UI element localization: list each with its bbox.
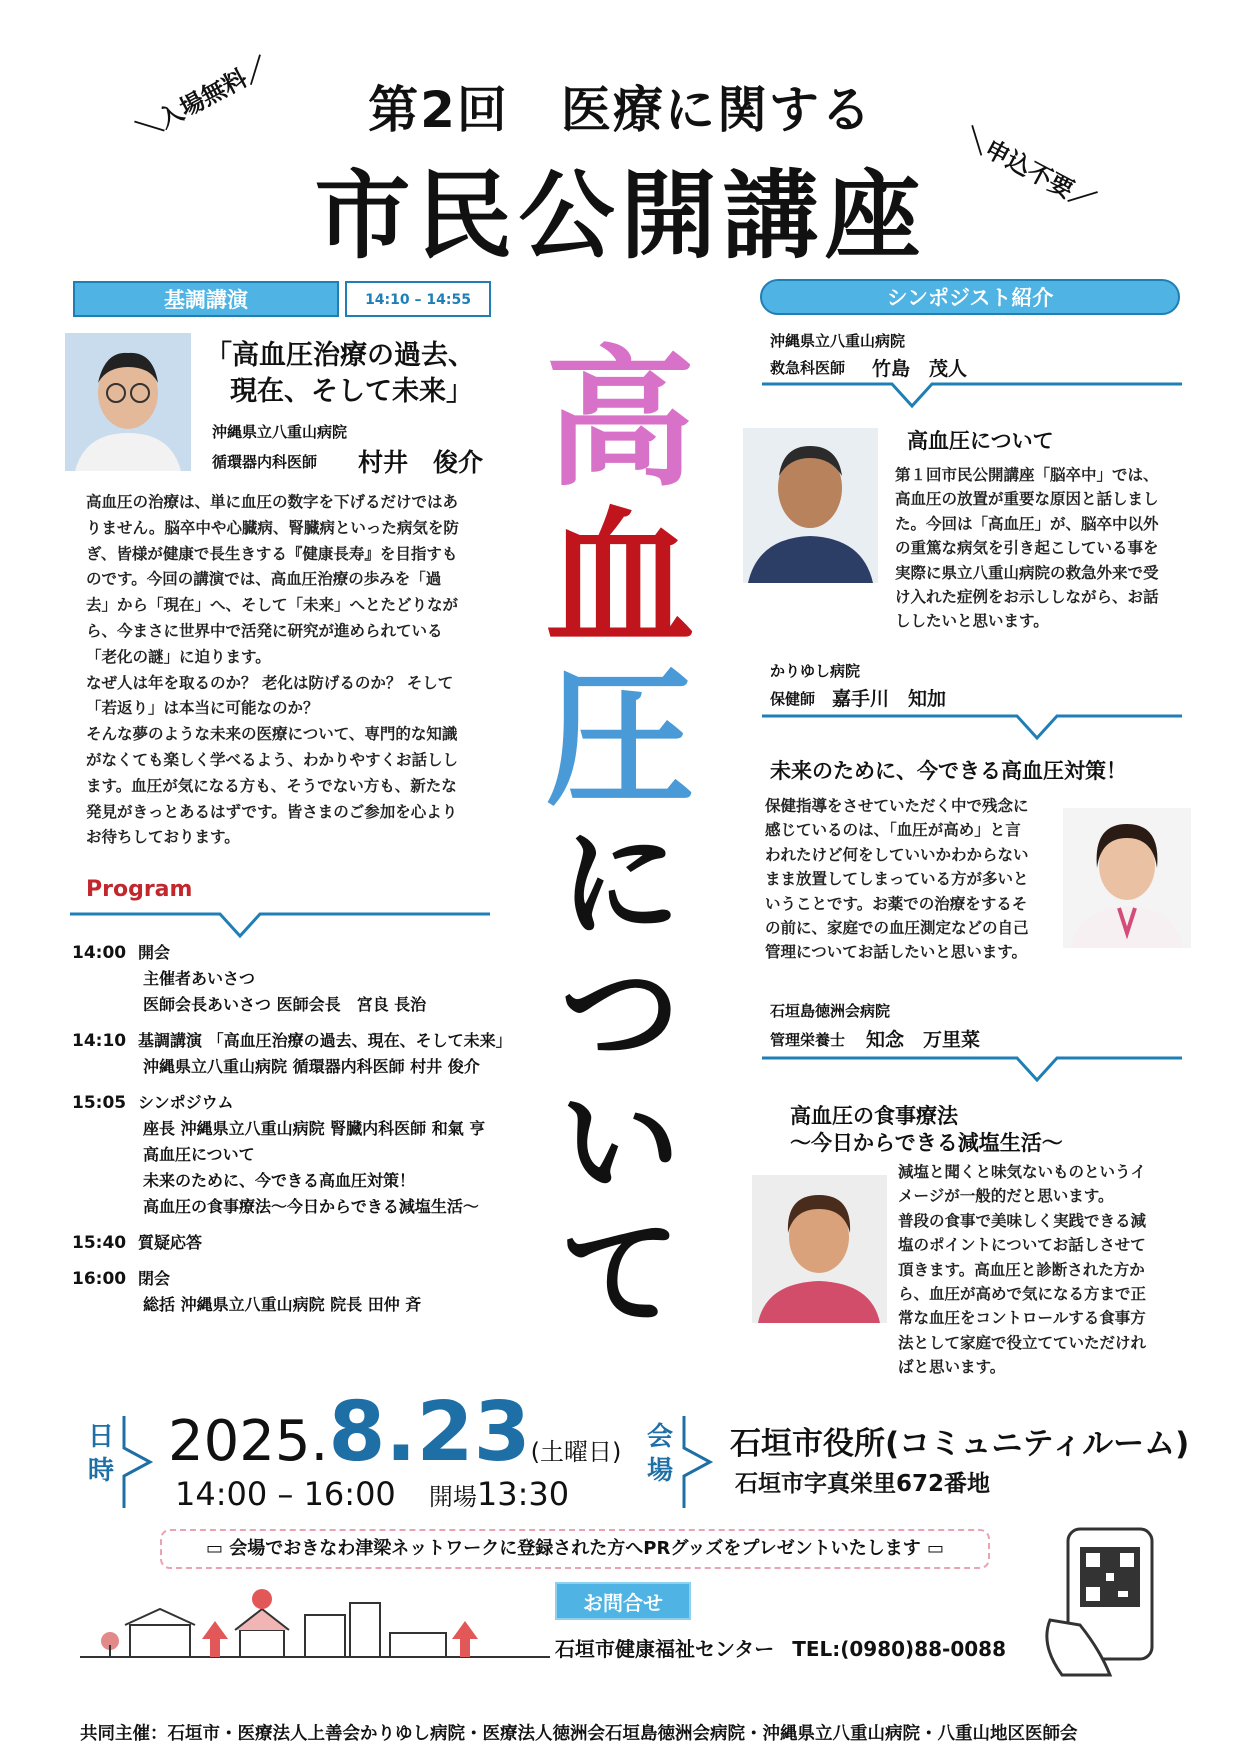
speaker3-subtitle: ～今日からできる減塩生活～	[790, 1131, 1063, 1155]
keynote-title-line2: 現在、そして未来」	[230, 376, 473, 407]
vertical-char-3: 圧	[544, 653, 695, 827]
program-item: 15:05 シンポジウム	[72, 1093, 234, 1113]
speaker3-name: 知念 万里菜	[866, 1029, 981, 1051]
pc-icon: ▭	[920, 1538, 944, 1559]
program-heading: Program	[86, 877, 193, 902]
vertical-char-1: 高	[544, 333, 695, 507]
speaker1-title: 高血圧について	[907, 429, 1054, 453]
program-line: 高血圧について	[143, 1145, 255, 1164]
program-item: 14:00 開会	[72, 943, 171, 963]
keynote-org: 沖縄県立八重山病院	[212, 423, 348, 441]
speaker3-body: 減塩と聞くと味気ないものというイ メージが一般的だと思います。 普段の食事で美味しく実践できる減 塩のポイントについてお話しさせて 頂きます。高血圧と診断された方か ら、血圧が高めで気になる方まで正 常な血圧をコントロールする食事方 法として家庭で役立てていただけれ ばと思います。	[898, 1163, 1147, 1377]
speaker2-body: 保健指導をさせていただく中で残念に 感じているのは、「血圧が高め」と言 われたけど何をしていいかわからない まま放置してしまっている方が多いと いうことです。お薬での治療をするそ の前に、家庭での血圧測定などの自己 管理についてお話したいと思います。	[765, 797, 1029, 962]
speaker1-divider	[762, 380, 1182, 410]
phone-qr-icon	[1040, 1525, 1180, 1685]
notice-banner: ▭ 会場でおきなわ津梁ネットワークに登録された方へPRグッズをプレゼントいたします ▭	[160, 1529, 990, 1569]
vertical-char-7: て	[560, 1205, 680, 1344]
keynote-title-line1: 「高血圧治療の過去、	[205, 340, 475, 371]
date-label: 日 時	[88, 1422, 115, 1486]
contact-info: 石垣市健康福祉センター TEL:(0980)88-0088	[555, 1637, 1006, 1661]
program-divider	[70, 910, 490, 940]
main-title: 市民公開講座	[314, 160, 927, 272]
venue-chevron-icon	[680, 1412, 716, 1512]
speaker2-name: 嘉手川 知加	[832, 688, 947, 710]
event-time: 14:00 – 16:00 開場13:30	[175, 1475, 570, 1513]
program-item: 14:10 基調講演 「高血圧治療の過去、現在、そして未来」	[72, 1031, 512, 1051]
date-chevron-icon	[120, 1412, 156, 1512]
footer-organizers: 共同主催：石垣市・医療法人上善会かりゆし病院・医療法人徳洲会石垣島徳洲会病院・沖縄県立八重山病院・八重山地区医師会	[80, 1724, 1078, 1744]
header-top-line: 第2回 医療に関する	[368, 81, 873, 139]
contact-label: お問合せ	[555, 1582, 691, 1620]
free-entry-tag: ＼入場無料／	[132, 52, 274, 146]
vertical-char-6: い	[560, 1075, 680, 1214]
speaker1-photo	[743, 428, 878, 583]
speaker1-role: 救急科医師	[770, 359, 846, 377]
program-line: 医師会長あいさつ 医師会長 宮良 長治	[143, 995, 427, 1014]
program-line: 主催者あいさつ	[143, 969, 256, 988]
pc-icon: ▭	[206, 1538, 230, 1559]
town-illustration	[80, 1585, 550, 1660]
speaker3-title: 高血圧の食事療法	[790, 1104, 958, 1128]
speaker2-title: 未来のために、今できる高血圧対策！	[770, 759, 1127, 783]
venue-name: 石垣市役所(コミュニティルーム)	[730, 1426, 1190, 1462]
program-line: 未来のために、今できる高血圧対策！	[143, 1171, 416, 1190]
no-application-tag: ＼申込不要／	[959, 123, 1100, 216]
venue-address: 石垣市字真栄里672番地	[735, 1471, 991, 1497]
speaker1-org: 沖縄県立八重山病院	[770, 332, 906, 350]
symposium-section-label: シンポジスト紹介	[760, 279, 1180, 315]
speaker3-photo	[752, 1175, 887, 1323]
keynote-section-label: 基調講演	[73, 281, 339, 317]
keynote-speaker-photo	[65, 333, 191, 471]
program-item: 16:00 閉会	[72, 1269, 171, 1289]
vertical-title	[530, 333, 710, 1344]
program-line: 座長 沖縄県立八重山病院 腎臓内科医師 和氣 亨	[143, 1119, 486, 1138]
vertical-char-2: 血	[544, 493, 695, 667]
speaker2-photo	[1063, 808, 1191, 948]
keynote-role: 循環器内科医師	[212, 453, 318, 471]
speaker3-org: 石垣島徳洲会病院	[770, 1002, 891, 1020]
speaker2-org: かりゆし病院	[770, 662, 861, 680]
speaker2-role: 保健師	[770, 690, 816, 708]
event-date: 2025.8.23(土曜日)	[168, 1385, 622, 1480]
vertical-char-4: に	[560, 815, 680, 954]
speaker1-body: 第１回市民公開講座「脳卒中」では、 高血圧の放置が重要な原因と話しまし た。今回は「高血圧」が、脳卒中以外 の重篤な病気を引き起こしている事を 実際に県立八重山病院の救急外来で受 け入れた症例をお示ししながら、お話 ししたいと思います。	[895, 466, 1159, 631]
keynote-speaker-name: 村井 俊介	[358, 448, 484, 477]
speaker3-role: 管理栄養士	[770, 1031, 846, 1049]
keynote-time: 14:10 – 14:55	[345, 281, 491, 317]
program-line: 沖縄県立八重山病院 循環器内科医師 村井 俊介	[143, 1057, 480, 1076]
program-item: 15:40 質疑応答	[72, 1233, 203, 1253]
program-line: 総括 沖縄県立八重山病院 院長 田仲 斉	[143, 1295, 422, 1314]
speaker2-divider	[762, 712, 1182, 742]
vertical-char-5: つ	[560, 945, 680, 1084]
program-line: 高血圧の食事療法～今日からできる減塩生活～	[143, 1197, 479, 1216]
speaker3-divider	[762, 1054, 1182, 1084]
venue-label: 会 場	[647, 1422, 674, 1486]
program-list	[72, 940, 542, 1318]
keynote-body: 高血圧の治療は、単に血圧の数字を下げるだけではあ りません。脳卒中や心臓病、腎臓病といった病気を防 ぎ、皆様が健康で長生きする『健康長寿』を目指すも のです。今回の講演では、高血圧治療の歩みを「過 去」から「現在」へ、そして「未来」へとたどりなが ら、今まさに世界中で活発に研究が進められている 「老化の謎」に迫ります。 なぜ人は年を取るのか？ 老化は防げるのか？ そして 「若返り」は本当に可能なのか？ そんな夢のような未来の医療について、専門的な知識 がなくても楽しく学べるよう、わかりやすくお話しし ます。血圧が気になる方も、そうでない方も、新たな 発見がきっとあるはずです。皆さまのご参加を心より お待ちしております。	[86, 493, 459, 847]
speaker1-name: 竹島 茂人	[872, 358, 968, 380]
